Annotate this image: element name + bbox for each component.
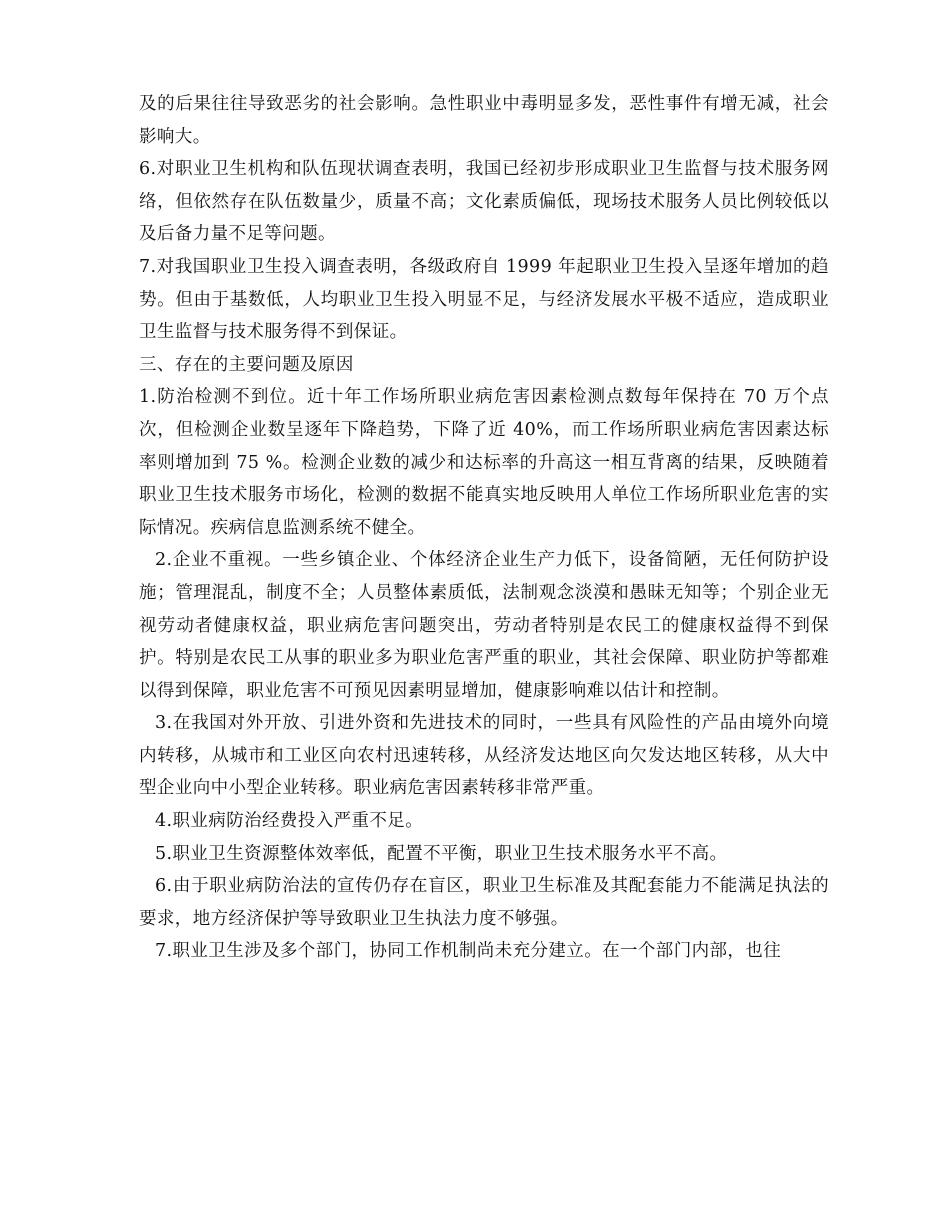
- paragraph-item-7-investment: 7.对我国职业卫生投入调查表明，各级政府自 1999 年起职业卫生投入呈逐年增加的趋势。但由于基数低，人均职业卫生投入明显不足，与经济发展水平极不适应，造成职业卫生监督与技术服务得不到保证。: [139, 256, 829, 343]
- paragraph-problem-2-enterprises: 2.企业不重视。一些乡镇企业、个体经济企业生产力低下，设备简陋，无任何防护设施；管理混乱，制度不全；人员整体素质低，法制观念淡漠和愚昧无知等；个别企业无视劳动者健康权益，职业病危害问题突出，劳动者特别是农民工的健康权益得不到保护。特别是农民工从事的职业多为职业危害严重的职业，其社会保障、职业防护等都难以得到保障，职业危害不可预见因素明显增加，健康影响难以估计和控制。: [139, 550, 829, 701]
- paragraph-problem-1-detection: 1.防治检测不到位。近十年工作场所职业病危害因素检测点数每年保持在 70 万个点次，但检测企业数呈逐年下降趋势，下降了近 40%，而工作场所职业病危害因素达标率则增加到 75 %。检测企业数的减少和达标率的升高这一相互背离的结果，反映随着职业卫生技术服务市场化，检测的数据不能真实地反映用人单位工作场所职业危害的实际情况。疾病信息监测系统不健全。: [139, 387, 829, 538]
- paragraph-problem-4-funding: 4.职业病防治经费投入严重不足。: [155, 811, 424, 832]
- paragraph-problem-5-resources: 5.职业卫生资源整体效率低，配置不平衡，职业卫生技术服务水平不高。: [155, 843, 728, 864]
- paragraph-item-6-institutions: 6.对职业卫生机构和队伍现状调查表明，我国已经初步形成职业卫生监督与技术服务网络，但依然存在队伍数量少，质量不高；文化素质偏低，现场技术服务人员比例较低以及后备力量不足等问题。: [139, 159, 829, 245]
- paragraph-problem-7-coordination: 7.职业卫生涉及多个部门，协同工作机制尚未充分建立。在一个部门内部，也往: [155, 941, 782, 962]
- paragraph-problem-3-transfer: 3.在我国对外开放、引进外资和先进技术的同时，一些具有风险性的产品由境外向境内转移，从城市和工业区向农村迅速转移，从经济发达地区向欠发达地区转移，从大中型企业向中小型企业转移。职业病危害因素转移非常严重。: [139, 713, 829, 799]
- section-heading-problems: 三、存在的主要问题及原因: [139, 354, 354, 375]
- document-body: [139, 88, 829, 968]
- paragraph-problem-6-enforcement: 6.由于职业病防治法的宣传仍存在盲区，职业卫生标准及其配套能力不能满足执法的要求，地方经济保护等导致职业卫生执法力度不够强。: [139, 876, 829, 929]
- paragraph-consequences: 及的后果往往导致恶劣的社会影响。急性职业中毒明显多发，恶性事件有增无减，社会影响大。: [139, 94, 829, 147]
